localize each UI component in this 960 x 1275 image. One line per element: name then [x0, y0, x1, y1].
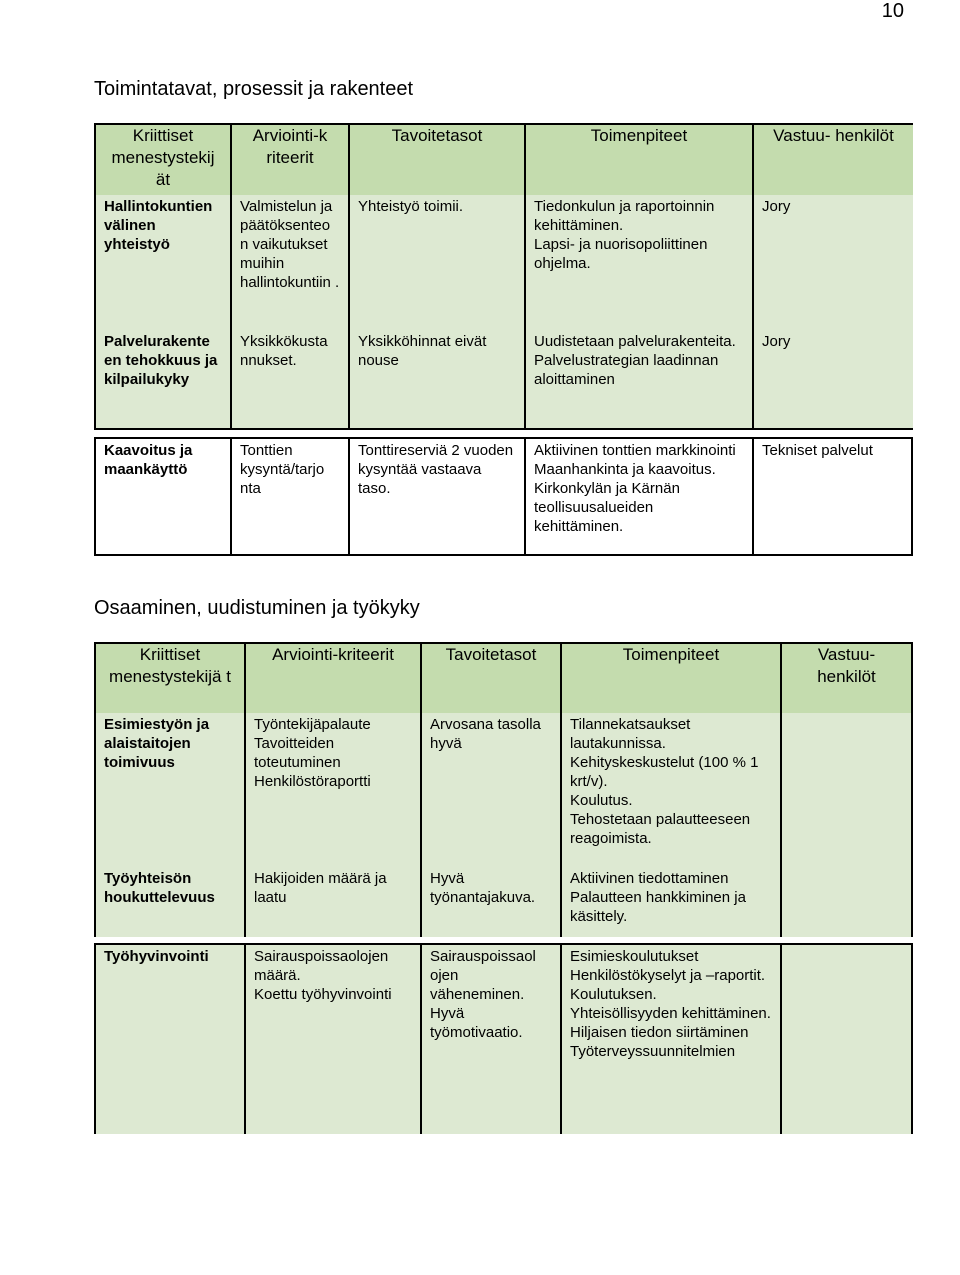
criteria-cell: Tonttien kysyntä/tarjo nta: [232, 439, 350, 554]
critical-factor-cell: Työyhteisön houkuttelevuus: [96, 867, 246, 937]
action-line: Lapsi- ja nuorisopoliittinen ohjelma.: [534, 236, 708, 272]
actions-cell: [562, 867, 782, 937]
processes-table: [94, 123, 913, 430]
criteria-line: Sairauspoissaolojen määrä.: [254, 948, 389, 984]
table-header-row: [96, 644, 913, 713]
critical-factor-cell: Esimiestyön ja alaistaitojen toimivuus: [96, 713, 246, 867]
table-row: [96, 867, 913, 937]
criteria-cell: Yksikkökusta nnukset.: [232, 330, 350, 428]
action-line: Kirkonkylän ja Kärnän teollisuusalueiden kehittäminen.: [534, 480, 680, 535]
table-row: [96, 439, 913, 556]
responsible-cell: Tekniset palvelut: [754, 439, 913, 554]
critical-factor-cell: Työhyvinvointi: [96, 945, 246, 1134]
table-row: [96, 330, 913, 430]
action-line: Yhteisöllisyyden kehittäminen.: [570, 1005, 771, 1022]
actions-cell: [526, 330, 754, 428]
criteria-line: Koettu työhyvinvointi: [254, 986, 392, 1003]
header-criteria: Arviointi-k riteerit: [232, 125, 350, 195]
target-cell: [422, 945, 562, 1134]
processes-table-extra: [94, 437, 913, 556]
actions-cell: [526, 439, 754, 554]
competence-table-extra: [94, 943, 913, 1134]
criteria-line: Henkilöstöraportti: [254, 773, 371, 790]
table-header-row: [96, 125, 913, 195]
critical-factor-cell: Hallintokuntien välinen yhteistyö: [96, 195, 232, 330]
actions-cell: [562, 945, 782, 1134]
target-cell: Tonttireserviä 2 vuoden kysyntää vastaava taso.: [350, 439, 526, 554]
header-target-levels: Tavoitetasot: [350, 125, 526, 195]
responsible-cell: Jory: [754, 330, 913, 428]
criteria-cell: [246, 867, 422, 937]
table-row: [96, 945, 913, 1134]
action-line: Tehostetaan palautteeseen reagoimista.: [570, 811, 751, 847]
criteria-line: Työntekijäpalaute: [254, 716, 371, 733]
header-actions: Toimenpiteet: [526, 125, 754, 195]
action-line: Kehityskeskustelut (100 % 1 krt/v).: [570, 754, 759, 790]
criteria-line: Hakijoiden määrä ja laatu: [254, 870, 387, 906]
critical-factor-cell: Palvelurakente en tehokkuus ja kilpailukyky: [96, 330, 232, 428]
header-target-levels: Tavoitetasot: [422, 644, 562, 713]
action-line: Palautteen hankkiminen ja käsittely.: [570, 889, 746, 925]
header-critical-factors: Kriittiset menestystekijä t: [96, 644, 246, 713]
action-line: Aktiivinen tonttien markkinointi: [534, 442, 736, 459]
target-cell: Yksikköhinnat eivät nouse: [350, 330, 526, 428]
critical-factor-cell: Kaavoitus ja maankäyttö: [96, 439, 232, 554]
section-title-competence: Osaaminen, uudistuminen ja työkyky: [94, 597, 420, 619]
action-line: Esimieskoulutukset: [570, 948, 699, 965]
criteria-cell: [246, 945, 422, 1134]
target-cell: Hyvä työnantajakuva.: [422, 867, 562, 937]
action-line: Aktiivinen tiedottaminen: [570, 870, 729, 887]
header-responsible: Vastuu- henkilöt: [754, 125, 913, 195]
actions-cell: [526, 195, 754, 330]
criteria-cell: Valmistelun ja päätöksenteo n vaikutukset muihin hallintokuntiin .: [232, 195, 350, 330]
action-line: Koulutuksen.: [570, 986, 657, 1003]
action-line: Hiljaisen tiedon siirtäminen: [570, 1024, 749, 1041]
competence-table: [94, 642, 913, 937]
action-line: Tilannekatsaukset lautakunnissa.: [570, 716, 691, 752]
responsible-cell: [782, 867, 913, 937]
action-line: Henkilöstökyselyt ja –raportit.: [570, 967, 766, 984]
table-row: [96, 195, 913, 330]
actions-cell: [562, 713, 782, 867]
target-line: Hyvä työmotivaatio.: [430, 1005, 523, 1041]
target-cell: Yhteistyö toimii.: [350, 195, 526, 330]
page-number: 10: [881, 0, 904, 22]
criteria-line: Tavoitteiden toteutuminen: [254, 735, 341, 771]
target-cell: Arvosana tasolla hyvä: [422, 713, 562, 867]
section-title-processes: Toimintatavat, prosessit ja rakenteet: [94, 78, 414, 100]
action-line: Maanhankinta ja kaavoitus.: [534, 461, 716, 478]
header-critical-factors: Kriittiset menestystekij ät: [96, 125, 232, 195]
action-line: Tiedonkulun ja raportoinnin kehittäminen.: [534, 198, 715, 234]
table-row: [96, 713, 913, 867]
header-actions: Toimenpiteet: [562, 644, 782, 713]
header-criteria: Arviointi-kriteerit: [246, 644, 422, 713]
responsible-cell: Jory: [754, 195, 913, 330]
action-line: Palvelustrategian laadinnan aloittaminen: [534, 352, 719, 388]
header-responsible: Vastuu- henkilöt: [782, 644, 913, 713]
criteria-cell: [246, 713, 422, 867]
action-line: Uudistetaan palvelurakenteita.: [534, 333, 736, 350]
action-line: Työterveyssuunnitelmien: [570, 1043, 736, 1060]
target-line: Sairauspoissaol ojen väheneminen.: [430, 948, 536, 1003]
responsible-cell: [782, 713, 913, 867]
action-line: Koulutus.: [570, 792, 633, 809]
responsible-cell: [782, 945, 913, 1134]
